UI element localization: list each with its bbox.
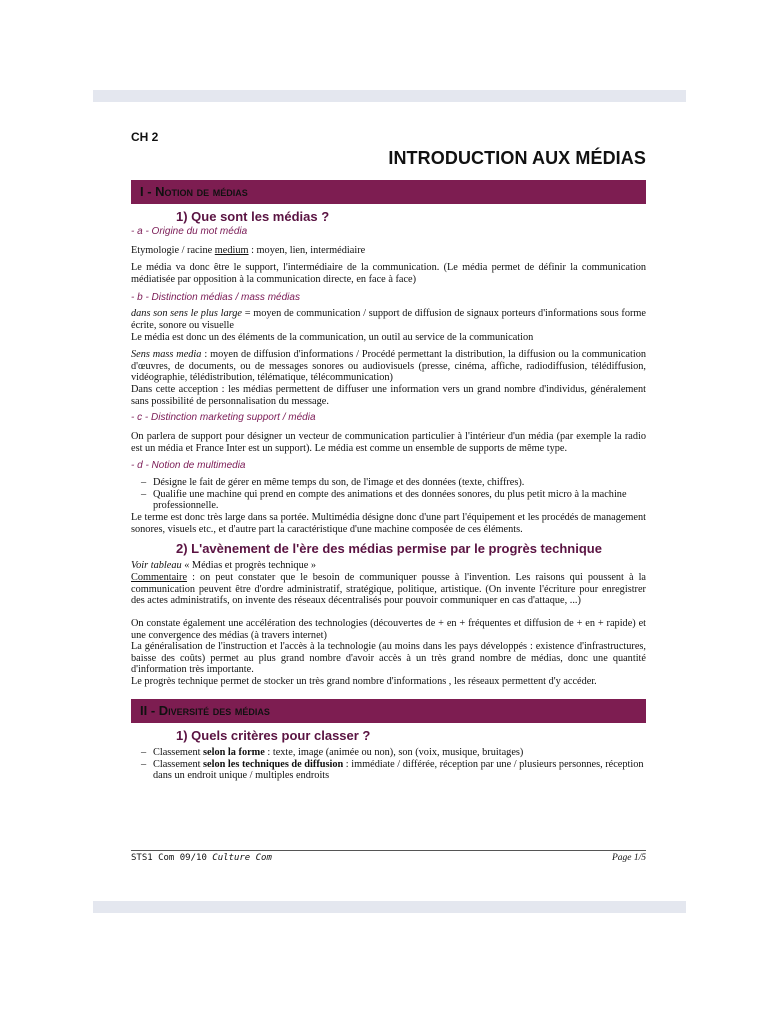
- paragraph: Etymologie / racine medium : moyen, lien, intermédiaire: [131, 245, 366, 256]
- section-heading-2: [131, 699, 646, 723]
- section-number: I -: [140, 184, 156, 199]
- subheading-2: 2) L'avènement de l'ère des médias permise par le progrès technique: [176, 541, 602, 556]
- paragraph: dans son sens le plus large = moyen de communication / support de diffusion de signaux porteurs d'informations sous forme écrite, sonore ou visuelle: [131, 308, 646, 331]
- paragraph: La généralisation de l'instruction et l'accès à la technologie (au moins dans les pays développés : existence d'infrastructures, baisse des coûts) permet au plus grand nombre d'avoir accès à un très grand nombre de médias, donc une quantité d'information très importante.: [131, 641, 646, 675]
- list-item: – Classement selon la forme : texte, image (animée ou non), son (voix, musique, bruitages): [141, 747, 524, 758]
- viewer-bottom-band: [93, 901, 686, 913]
- list-item: – Classement selon les techniques de diffusion : immédiate / différée, réception par une / plusieurs personnes, réception dans un endroit unique / multiples endroits: [141, 758, 644, 781]
- sub-c: - c - Distinction marketing support / média: [131, 412, 316, 423]
- sub-a: - a - Origine du mot média: [131, 226, 248, 237]
- paragraph: On parlera de support pour désigner un vecteur de communication particulier à l'intérieur d'un média (par exemple la radio est un média et France Inter est un support). Le média est comme un ensemble de supports de même type.: [131, 431, 646, 454]
- paragraph: Le média va donc être le support, l'intermédiaire de la communication. (Le média permet de définir la communication médiatisée par opposition à la communication directe, en face à face): [131, 262, 646, 285]
- section-heading-1: [131, 180, 646, 204]
- bullet-list: [141, 477, 646, 512]
- list-item: – Qualifie une machine qui prend en compte des animations et des données sonores, du plus petit micro à la machine professionnelle.: [141, 488, 627, 511]
- bullet-list: [141, 747, 646, 782]
- section-label: Diversité des médias: [158, 703, 270, 718]
- section-number: II -: [140, 703, 159, 718]
- sub-b: - b - Distinction médias / mass médias: [131, 292, 300, 303]
- sub-d: - d - Notion de multimedia: [131, 460, 246, 471]
- subheading-1: 1) Que sont les médias ?: [176, 209, 330, 224]
- list-item: – Désigne le fait de gérer en même temps du son, de l'image et des données (texte, chiffres).: [141, 477, 525, 488]
- section-label: Notion de médias: [155, 184, 248, 199]
- page-number: Page 1/5: [611, 853, 646, 863]
- page-title: INTRODUCTION AUX MÉDIAS: [388, 148, 646, 168]
- subheading-3: 1) Quels critères pour classer ?: [176, 728, 371, 743]
- paragraph: Sens mass media : moyen de diffusion d'informations / Procédé permettant la distribution, la diffusion ou la communication d'œuvres, de documents, ou de messages sonores ou audiovisuels (presse, cinéma, affiche, radiodiffusion, télédiffusion, vidéographie, télédistribution, télématique, télécommunication): [131, 349, 646, 383]
- paragraph: Le média est donc un des éléments de la communication, un outil au service de la communication: [131, 332, 534, 343]
- paragraph: Le terme est donc très large dans sa portée. Multimédia désigne donc d'une part l'équipement et les procédés de management sonores, visuels etc., et d'autre part la caractéristique d'une machine composée de ces éléments.: [131, 512, 646, 535]
- paragraph: Voir tableau « Médias et progrès technique »: [131, 560, 317, 571]
- paragraph: Dans cette acception : les médias permettent de diffuser une information vers un grand nombre d'individus, généralement sans possibilité de personnalisation du message.: [131, 384, 646, 407]
- footer-rule: [131, 850, 646, 851]
- paragraph: Commentaire : on peut constater que le besoin de communiquer pousse à l'invention. Les raisons qui poussent à la communication peuvent être d'ordre administratif, stratégique, politique, artistique. (On invente l'écriture pour enregistrer des actes administratifs, on invente des réseaux décentralisés pour pouvoir communiquer en cas d'attaque, ...): [131, 572, 646, 606]
- paragraph: On constate également une accélération des technologies (découvertes de + en + fréquentes et diffusion de + en + rapide) et une convergence des médias (à travers internet): [131, 618, 646, 641]
- paragraph: Le progrès technique permet de stocker un très grand nombre d'informations , les réseaux permettent d'y accéder.: [131, 676, 597, 687]
- chapter-label: CH 2: [131, 130, 159, 144]
- viewer-top-band: [93, 90, 686, 102]
- footer-left: STS1 Com 09/10 Culture Com: [131, 853, 272, 863]
